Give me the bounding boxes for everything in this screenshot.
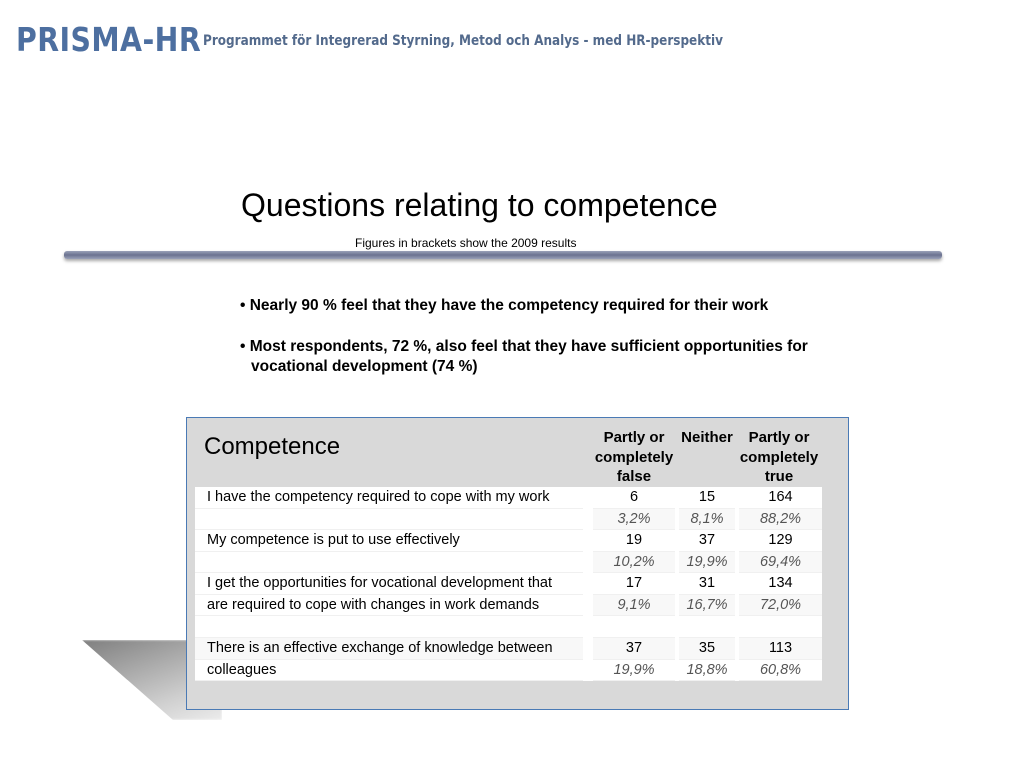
prisma-hr-logo: PRISMA-HR: [16, 20, 202, 59]
percent-true: 69,4%: [739, 552, 822, 574]
percent-neither: 19,9%: [679, 552, 735, 574]
percent-false: 3,2%: [593, 509, 675, 531]
question-label: My competence is put to use effectively: [195, 530, 583, 552]
table-spacer-row: [195, 616, 822, 638]
slide-title: Questions relating to competence: [241, 187, 718, 223]
header-tagline: Programmet för Integrerad Styrning, Metod och Analys - med HR-perspektiv: [203, 33, 723, 49]
question-label-cont: colleagues: [195, 660, 583, 682]
question-label: There is an effective exchange of knowledge between: [195, 638, 583, 660]
table-heading: Competence: [204, 433, 341, 460]
bullet-list: [240, 296, 860, 398]
count-neither: 35: [679, 638, 735, 660]
column-header-false: Partly or completely false: [594, 429, 674, 485]
table-row: [195, 487, 822, 509]
table-row: [195, 573, 822, 595]
count-false: 17: [593, 573, 675, 595]
percent-false: 19,9%: [593, 660, 675, 682]
count-true: 113: [739, 638, 822, 660]
bullet-point-competency: • Nearly 90 % feel that they have the competency required for their work: [240, 297, 769, 314]
column-header-true: Partly or completely true: [739, 429, 819, 485]
count-neither: 31: [679, 573, 735, 595]
percent-false: 9,1%: [593, 595, 675, 617]
question-label: I have the competency required to cope with my work: [195, 487, 583, 509]
table-row: [195, 660, 822, 682]
percent-neither: 16,7%: [679, 595, 735, 617]
percent-true: 60,8%: [739, 660, 822, 682]
count-neither: 37: [679, 530, 735, 552]
percent-true: 72,0%: [739, 595, 822, 617]
competence-table-panel: [186, 417, 849, 710]
count-false: 6: [593, 487, 675, 509]
count-neither: 15: [679, 487, 735, 509]
table-row: [195, 638, 822, 660]
table-row: [195, 552, 822, 574]
question-label-cont: are required to cope with changes in work demands: [195, 595, 583, 617]
question-label-cont: [195, 509, 583, 531]
table-row: [195, 530, 822, 552]
competence-table: [195, 487, 822, 681]
empty-cell: [679, 616, 735, 638]
count-false: 37: [593, 638, 675, 660]
count-true: 129: [739, 530, 822, 552]
table-row: [195, 509, 822, 531]
column-header-neither: Neither: [681, 429, 733, 446]
question-label-cont: [195, 552, 583, 574]
slide-subtitle: Figures in brackets show the 2009 results: [355, 236, 577, 250]
percent-false: 10,2%: [593, 552, 675, 574]
empty-cell: [593, 616, 675, 638]
question-label: I get the opportunities for vocational development that: [195, 573, 583, 595]
percent-true: 88,2%: [739, 509, 822, 531]
count-true: 164: [739, 487, 822, 509]
table-row: [195, 595, 822, 617]
count-false: 19: [593, 530, 675, 552]
count-true: 134: [739, 573, 822, 595]
percent-neither: 8,1%: [679, 509, 735, 531]
title-divider: [64, 251, 942, 259]
empty-cell: [739, 616, 822, 638]
bullet-point-development: • Most respondents, 72 %, also feel that they have sufficient opportunities for vocational development (74 %): [240, 338, 808, 375]
percent-neither: 18,8%: [679, 660, 735, 682]
empty-cell: [195, 616, 583, 638]
